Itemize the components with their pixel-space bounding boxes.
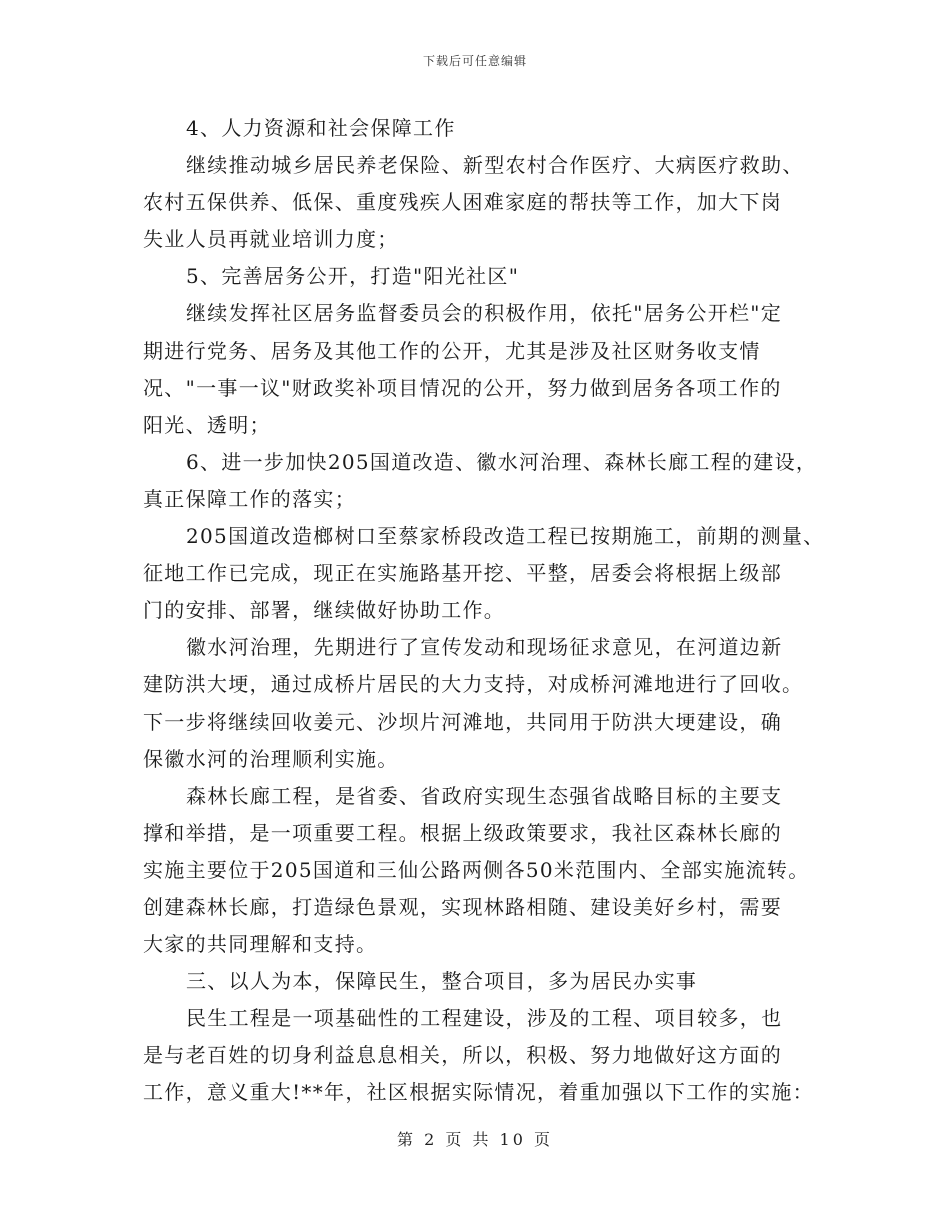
text-line: 创建森林长廊，打造绿色景观，实现林路相随、建设美好乡村，需要: [143, 894, 782, 919]
text-line: 建防洪大埂，通过成桥片居民的大力支持，对成桥河滩地进行了回收。: [143, 672, 804, 697]
text-line: 实施主要位于205国道和三仙公路两侧各50米范围内、全部实施流转。: [143, 857, 810, 882]
text-line: 撑和举措，是一项重要工程。根据上级政策要求，我社区森林长廊的: [143, 820, 782, 845]
text-line: 阳光、透明；: [143, 412, 271, 437]
text-line: 保徽水河的治理顺利实施。: [143, 746, 399, 771]
text-line: 205国道改造榔树口至蔡家桥段改造工程已按期施工，前期的测量、: [186, 524, 825, 549]
text-line: 继续推动城乡居民养老保险、新型农村合作医疗、大病医疗救助、: [186, 153, 804, 178]
text-line: 森林长廊工程，是省委、省政府实现生态强省战略目标的主要支: [186, 783, 783, 808]
page-number-footer: 第 2 页 共 10 页: [397, 1130, 553, 1149]
page-header-note: 下载后可任意编辑: [422, 54, 527, 68]
document-body: [143, 110, 833, 1112]
text-line: 况、"一事一议"财政奖补项目情况的公开，努力做到居务各项工作的: [143, 375, 782, 400]
text-line: 征地工作已完成，现正在实施路基开挖、平整，居委会将根据上级部: [143, 561, 782, 586]
text-line: 5、完善居务公开，打造"阳光社区": [186, 264, 520, 289]
text-line: 农村五保供养、低保、重度残疾人困难家庭的帮扶等工作，加大下岗: [143, 190, 782, 215]
text-line: 徽水河治理，先期进行了宣传发动和现场征求意见，在河道边新: [186, 635, 783, 660]
text-line: 是与老百姓的切身利益息息相关，所以，积极、努力地做好这方面的: [143, 1043, 782, 1068]
text-line: 下一步将继续回收姜元、沙坝片河滩地，共同用于防洪大埂建设，确: [143, 709, 782, 734]
text-line: 期进行党务、居务及其他工作的公开，尤其是涉及社区财务收支情: [143, 338, 761, 363]
text-line: 民生工程是一项基础性的工程建设，涉及的工程、项目较多，也: [186, 1006, 783, 1031]
text-line: 失业人员再就业培训力度；: [143, 227, 399, 252]
text-line: 继续发挥社区居务监督委员会的积极作用，依托"居务公开栏"定: [186, 301, 783, 326]
text-line: 6、进一步加快205国道改造、徽水河治理、森林长廊工程的建设，: [186, 449, 818, 474]
text-line: 4、人力资源和社会保障工作: [186, 116, 456, 140]
text-line: 大家的共同理解和支持。: [143, 932, 378, 957]
section-heading: 三、以人为本，保障民生，整合项目，多为居民办实事: [186, 969, 698, 994]
text-line: 工作，意义重大!**年，社区根据实际情况，着重加强以下工作的实施：: [143, 1080, 814, 1105]
text-line: 真正保障工作的落实；: [143, 486, 356, 511]
text-line: 门的安排、部署，继续做好协助工作。: [143, 598, 506, 623]
